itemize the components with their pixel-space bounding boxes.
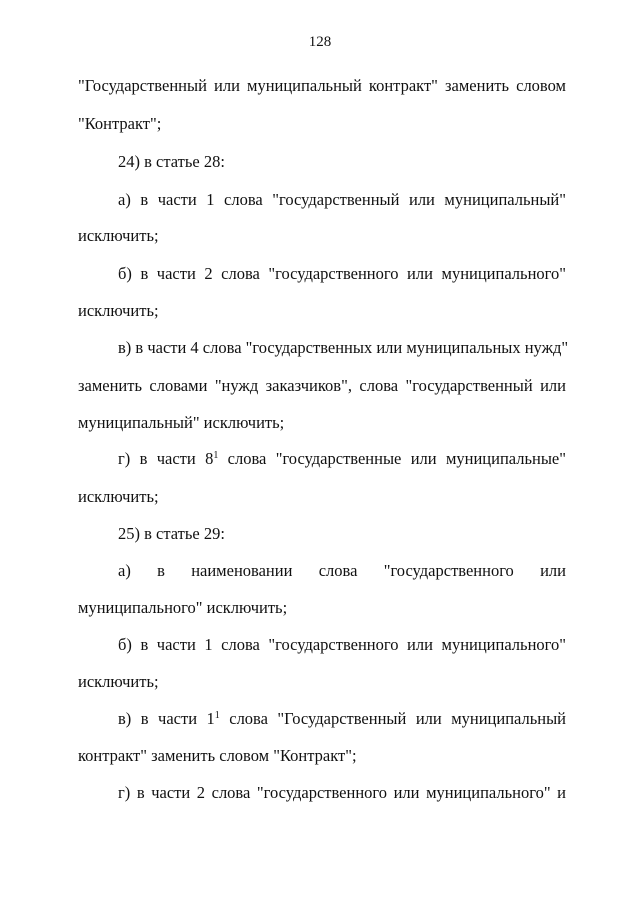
text-segment: г) в части 8 xyxy=(118,449,214,468)
superscript: 1 xyxy=(214,710,220,721)
text-line: исключить; xyxy=(78,487,159,506)
text-line: в) в части 4 слова "государственных или муниципальных нужд" xyxy=(118,338,569,357)
text-line: а) в части 1 слова "государственный или муниципальный" xyxy=(118,190,566,209)
text-line: исключить; xyxy=(78,226,159,245)
text-line: а) в наименовании слова "государственного или xyxy=(118,561,566,580)
text-line xyxy=(118,449,566,469)
text-line: б) в части 2 слова "государственного или муниципального" xyxy=(118,264,566,283)
text-line: исключить; xyxy=(78,301,159,320)
text-segment: слова "Государственный или муниципальный xyxy=(219,709,567,728)
text-line: контракт" заменить словом "Контракт"; xyxy=(78,746,357,765)
text-line: "Контракт"; xyxy=(78,114,162,133)
text-line: муниципальный" исключить; xyxy=(78,413,285,432)
superscript: 1 xyxy=(213,450,219,461)
text-line: заменить словами "нужд заказчиков", слова "государственный или xyxy=(78,376,566,395)
text-segment: слова "государственные или муниципальные" xyxy=(218,449,566,468)
text-line: г) в части 2 слова "государственного или муниципального" и xyxy=(118,783,566,802)
text-line: б) в части 1 слова "государственного или муниципального" xyxy=(118,635,566,654)
text-segment: в) в части 1 xyxy=(118,709,215,728)
list-item-heading: 24) в статье 28: xyxy=(118,152,225,171)
text-line xyxy=(118,709,566,729)
page-number: 128 xyxy=(308,34,332,50)
text-line: муниципального" исключить; xyxy=(78,598,288,617)
text-line: исключить; xyxy=(78,672,159,691)
list-item-heading: 25) в статье 29: xyxy=(118,524,225,543)
text-line: "Государственный или муниципальный контракт" заменить словом xyxy=(78,76,566,95)
